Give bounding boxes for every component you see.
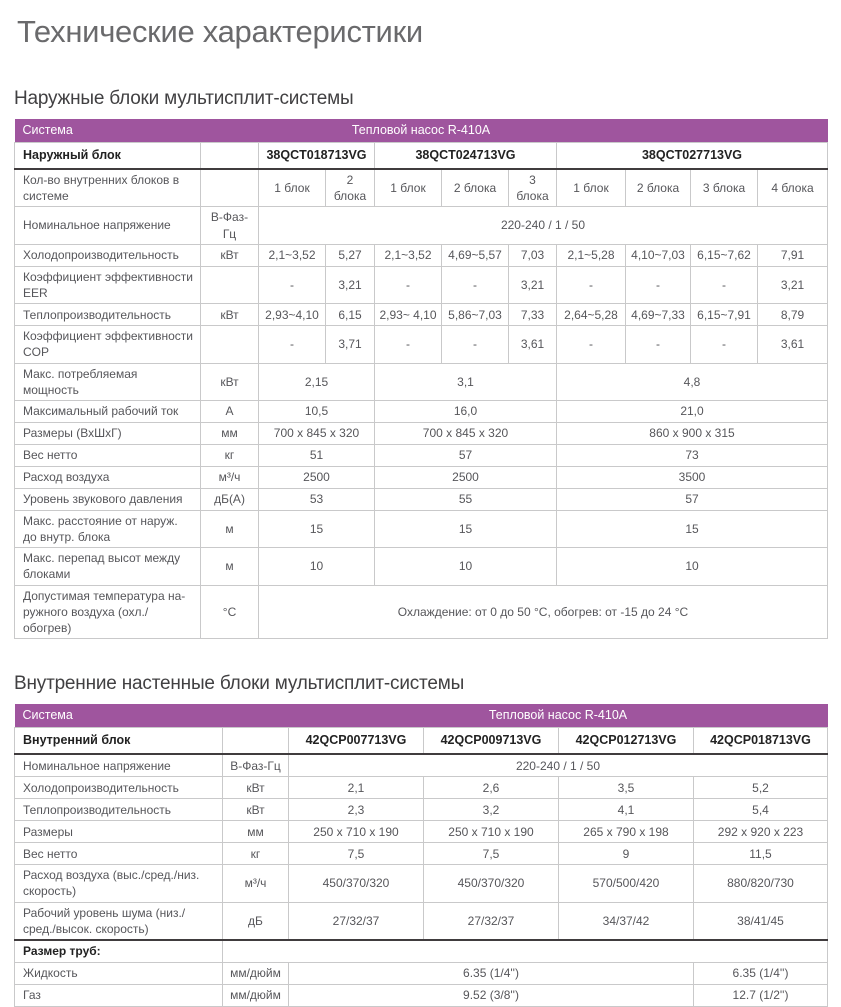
spec-value: -: [626, 266, 691, 303]
spec-label: Номинальное напряжение: [15, 754, 223, 777]
spec-value: 7,91: [758, 244, 828, 266]
spec-value: 700 x 845 x 320: [259, 422, 375, 444]
spec-value: 10: [557, 548, 828, 585]
spec-value: 6.35 (1/4''): [694, 962, 828, 984]
spec-label: Номинальное напряжение: [15, 207, 201, 244]
spec-value: 7,03: [509, 244, 557, 266]
spec-label: Допустимая температура наружного воздуха (охл./обогрев): [15, 585, 201, 639]
spec-value: 2,64~5,28: [557, 304, 626, 326]
spec-value: 6,15~7,91: [691, 304, 758, 326]
spec-unit: мм/дюйм: [223, 984, 289, 1006]
spec-value: 57: [557, 488, 828, 510]
spec-row: [15, 207, 828, 244]
spec-label: Теплопроизводительность: [15, 304, 201, 326]
spec-value: 1 блок: [259, 169, 326, 207]
spec-value: 15: [375, 510, 557, 547]
spec-value: -: [259, 266, 326, 303]
spec-value: 265 x 790 x 198: [559, 821, 694, 843]
spec-unit: [201, 266, 259, 303]
spec-value: 2 блока: [442, 169, 509, 207]
spec-unit: дБ(А): [201, 488, 259, 510]
spec-value: 53: [259, 488, 375, 510]
spec-row: [15, 326, 828, 363]
spec-value: 12.7 (1/2''): [694, 984, 828, 1006]
model-name: 42QCP018713VG: [694, 728, 828, 755]
spec-value: 220-240 / 1 / 50: [289, 754, 828, 777]
spec-label: Газ: [15, 984, 223, 1006]
spec-unit: В-Фаз-Гц: [223, 754, 289, 777]
spec-value: 3,1: [375, 363, 557, 400]
outdoor-model-row: [15, 143, 828, 170]
spec-row: [15, 304, 828, 326]
spec-unit: °С: [201, 585, 259, 639]
spec-value: 2,1~5,28: [557, 244, 626, 266]
spec-row: [15, 962, 828, 984]
spec-value: 3,5: [559, 777, 694, 799]
spec-value: 3,61: [758, 326, 828, 363]
spec-value: 880/820/730: [694, 865, 828, 902]
spec-row: [15, 902, 828, 940]
spec-row: [15, 777, 828, 799]
spec-value: 51: [259, 444, 375, 466]
spec-unit: кВт: [201, 244, 259, 266]
system-value: Тепловой насос R-410A: [488, 708, 628, 723]
spec-value: 27/32/37: [289, 902, 424, 940]
spec-row: [15, 266, 828, 303]
spec-value: 2,93~ 4,10: [375, 304, 442, 326]
spec-value: 4,1: [559, 799, 694, 821]
spec-row: [15, 169, 828, 207]
spec-value: 292 x 920 x 223: [694, 821, 828, 843]
spec-unit: В-Фаз-Гц: [201, 207, 259, 244]
spec-unit: дБ: [223, 902, 289, 940]
spec-value: 3,21: [326, 266, 375, 303]
spec-unit: кВт: [201, 304, 259, 326]
spec-label: Уровень звукового давления: [15, 488, 201, 510]
spec-value: 2,15: [259, 363, 375, 400]
spec-label: Вес нетто: [15, 444, 201, 466]
spec-value: 860 x 900 x 315: [557, 422, 828, 444]
indoor-section: [14, 673, 827, 1007]
model-name: 38QCT018713VG: [259, 143, 375, 170]
spec-unit: мм: [201, 422, 259, 444]
model-row-label: Наружный блок: [15, 143, 201, 170]
spec-value: 2500: [259, 466, 375, 488]
spec-label: Вес нетто: [15, 843, 223, 865]
model-name: 42QCP007713VG: [289, 728, 424, 755]
spec-label: Холодопроизводительность: [15, 777, 223, 799]
model-name: 42QCP012713VG: [559, 728, 694, 755]
model-row-unit-cell: [223, 728, 289, 755]
outdoor-table: [14, 119, 828, 639]
spec-value: 570/500/420: [559, 865, 694, 902]
spec-value: 10,5: [259, 400, 375, 422]
system-label: Система: [22, 123, 73, 137]
spec-value: 3,61: [509, 326, 557, 363]
model-row-unit-cell: [201, 143, 259, 170]
spec-value: 1 блок: [375, 169, 442, 207]
spec-unit: кг: [201, 444, 259, 466]
spec-value: 220-240 / 1 / 50: [259, 207, 828, 244]
model-name: 42QCP009713VG: [424, 728, 559, 755]
spec-value: 2 блока: [626, 169, 691, 207]
spec-value: 4,69~5,57: [442, 244, 509, 266]
spec-value: 73: [557, 444, 828, 466]
spec-value: 700 x 845 x 320: [375, 422, 557, 444]
spec-row: [15, 510, 828, 547]
spec-value: 3,2: [424, 799, 559, 821]
spec-row: [15, 422, 828, 444]
spec-label: Размеры: [15, 821, 223, 843]
spec-label: Кол-во внутренних блоков в системе: [15, 169, 201, 207]
spec-value: 2,93~4,10: [259, 304, 326, 326]
spec-label: Холодопроизводительность: [15, 244, 201, 266]
spec-value: 3 блока: [691, 169, 758, 207]
model-name: 38QCT027713VG: [557, 143, 828, 170]
spec-value: 6,15~7,62: [691, 244, 758, 266]
system-header-cell: [15, 704, 828, 728]
spec-row: [15, 466, 828, 488]
spec-value: 6,15: [326, 304, 375, 326]
spec-row: [15, 548, 828, 585]
spec-row: [15, 821, 828, 843]
spec-unit: кВт: [201, 363, 259, 400]
outdoor-tbody: [15, 119, 828, 639]
spec-value: 7,33: [509, 304, 557, 326]
spec-label: Макс. потребляемая мощность: [15, 363, 201, 400]
spec-unit: кВт: [223, 799, 289, 821]
spec-unit: м: [201, 510, 259, 547]
indoor-model-row: [15, 728, 828, 755]
spec-value: 4,8: [557, 363, 828, 400]
spec-label: Коэффициент эффективности EER: [15, 266, 201, 303]
spec-value: 3,21: [509, 266, 557, 303]
spec-row: [15, 488, 828, 510]
spec-label: Размер труб:: [15, 940, 223, 963]
spec-value: -: [691, 326, 758, 363]
outdoor-system-header-row: [15, 119, 828, 143]
spec-value: 10: [259, 548, 375, 585]
model-name: 38QCT024713VG: [375, 143, 557, 170]
spec-unit: [201, 326, 259, 363]
spec-row: [15, 940, 828, 963]
spec-label: Жидкость: [15, 962, 223, 984]
system-label: Система: [22, 708, 73, 723]
spec-label: Расход воздуха: [15, 466, 201, 488]
spec-value: 6.35 (1/4''): [289, 962, 694, 984]
spec-value: 4,10~7,03: [626, 244, 691, 266]
page-title: Технические характеристики: [17, 14, 423, 49]
spec-value: 4,69~7,33: [626, 304, 691, 326]
spec-value: 5,86~7,03: [442, 304, 509, 326]
spec-value: -: [442, 326, 509, 363]
outdoor-subtitle: Наружные блоки мультисплит-системы: [14, 88, 354, 109]
spec-value: 21,0: [557, 400, 828, 422]
spec-value: 27/32/37: [424, 902, 559, 940]
spec-row: [15, 865, 828, 902]
spec-value: -: [259, 326, 326, 363]
spec-value: 10: [375, 548, 557, 585]
spec-value: -: [442, 266, 509, 303]
spec-value: 3500: [557, 466, 828, 488]
outdoor-section: [14, 88, 827, 639]
spec-value: 450/370/320: [424, 865, 559, 902]
spec-unit: А: [201, 400, 259, 422]
spec-label: Размеры (ВхШхГ): [15, 422, 201, 444]
spec-value: 2,3: [289, 799, 424, 821]
spec-value: [223, 940, 828, 963]
spec-value: 8,79: [758, 304, 828, 326]
spec-value: 3 блока: [509, 169, 557, 207]
spec-unit: кг: [223, 843, 289, 865]
system-header-cell: [15, 119, 828, 143]
spec-label: Теплопроизводительность: [15, 799, 223, 821]
spec-row: [15, 984, 828, 1006]
system-value: Тепловой насос R-410A: [351, 123, 491, 137]
spec-row: [15, 754, 828, 777]
spec-row: [15, 244, 828, 266]
spec-value: -: [375, 266, 442, 303]
spec-value: 450/370/320: [289, 865, 424, 902]
spec-value: 9: [559, 843, 694, 865]
spec-value: 7,5: [289, 843, 424, 865]
spec-unit: м³/ч: [201, 466, 259, 488]
indoor-subtitle: Внутренние настенные блоки мультисплит-системы: [14, 673, 465, 695]
spec-value: 9.52 (3/8''): [289, 984, 694, 1006]
spec-value: 2500: [375, 466, 557, 488]
system-header-wrap: [15, 119, 828, 142]
spec-value: 2,6: [424, 777, 559, 799]
spec-unit: мм/дюйм: [223, 962, 289, 984]
spec-value: Охлаждение: от 0 до 50 °С, обогрев: от -15 до 24 °С: [259, 585, 828, 639]
spec-unit: м³/ч: [223, 865, 289, 902]
spec-row: [15, 843, 828, 865]
spec-value: 15: [557, 510, 828, 547]
spec-value: 250 x 710 x 190: [424, 821, 559, 843]
spec-value: 2,1~3,52: [259, 244, 326, 266]
spec-unit: мм: [223, 821, 289, 843]
spec-value: -: [557, 266, 626, 303]
spec-value: 3,71: [326, 326, 375, 363]
spec-value: 16,0: [375, 400, 557, 422]
spec-row: [15, 400, 828, 422]
indoor-table: [14, 704, 828, 1007]
spec-value: -: [557, 326, 626, 363]
spec-value: 5,2: [694, 777, 828, 799]
spec-value: 55: [375, 488, 557, 510]
spec-label: Максимальный рабочий ток: [15, 400, 201, 422]
spec-value: 5,27: [326, 244, 375, 266]
spec-value: 250 x 710 x 190: [289, 821, 424, 843]
model-row-label: Внутренний блок: [15, 728, 223, 755]
spec-unit: [201, 169, 259, 207]
spec-label: Расход воздуха (выс./сред./низ. скорость): [15, 865, 223, 902]
spec-value: 57: [375, 444, 557, 466]
spec-row: [15, 363, 828, 400]
spec-value: 38/41/45: [694, 902, 828, 940]
spec-label: Рабочий уровень шума (низ./сред./высок. скорость): [15, 902, 223, 940]
spec-value: 2,1: [289, 777, 424, 799]
spec-value: 1 блок: [557, 169, 626, 207]
spec-row: [15, 444, 828, 466]
spec-value: 7,5: [424, 843, 559, 865]
spec-row: [15, 799, 828, 821]
spec-label: Макс. расстояние от наруж. до внутр. блока: [15, 510, 201, 547]
spec-value: 5,4: [694, 799, 828, 821]
spec-value: -: [691, 266, 758, 303]
spec-value: 4 блока: [758, 169, 828, 207]
indoor-tbody: [15, 704, 828, 1006]
spec-value: 3,21: [758, 266, 828, 303]
spec-value: 15: [259, 510, 375, 547]
spec-value: 11,5: [694, 843, 828, 865]
spec-value: 2 блока: [326, 169, 375, 207]
indoor-system-header-row: [15, 704, 828, 728]
spec-value: 2,1~3,52: [375, 244, 442, 266]
spec-label: Коэффициент эффективности COP: [15, 326, 201, 363]
system-header-wrap: [15, 704, 828, 727]
spec-unit: м: [201, 548, 259, 585]
spec-label: Макс. перепад высот между блоками: [15, 548, 201, 585]
spec-value: -: [375, 326, 442, 363]
spec-row: [15, 585, 828, 639]
spec-value: 34/37/42: [559, 902, 694, 940]
spec-unit: кВт: [223, 777, 289, 799]
spec-value: -: [626, 326, 691, 363]
